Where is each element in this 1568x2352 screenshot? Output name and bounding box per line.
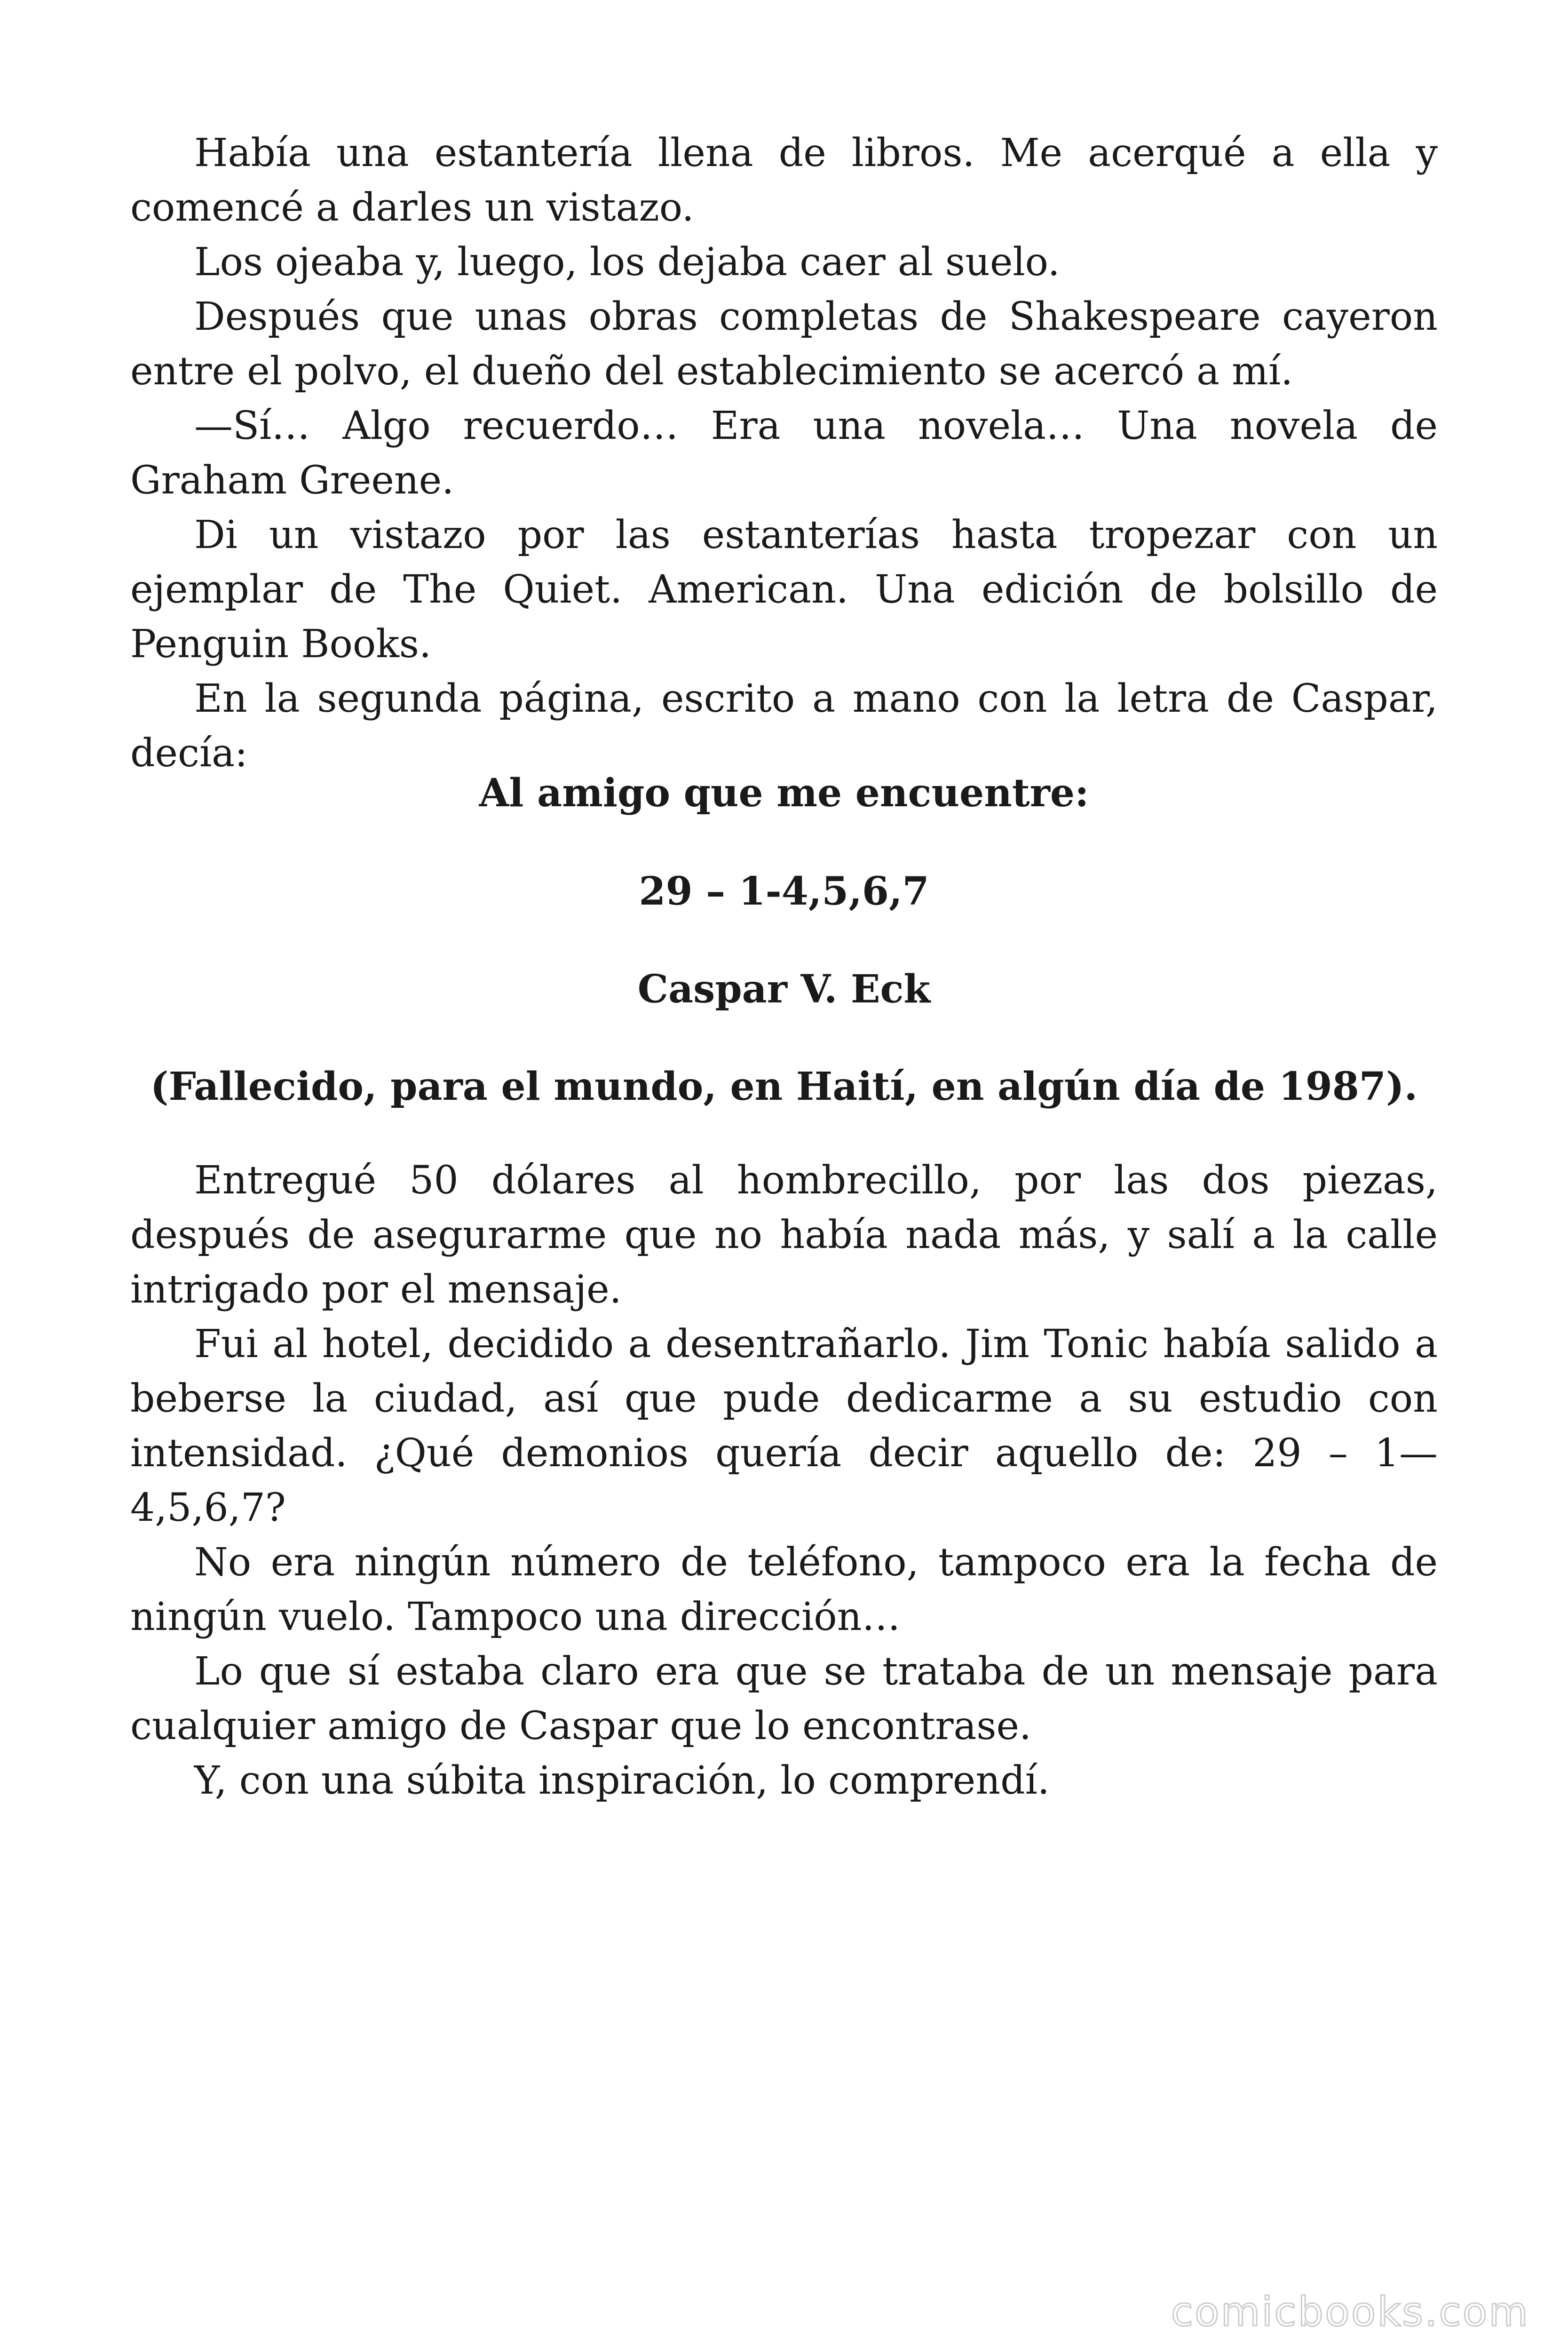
watermark: comicbooks.com xyxy=(1171,2288,1529,2336)
paragraph: Había una estantería llena de libros. Me acerqué a ella y comencé a darles un vistazo. xyxy=(130,131,1438,230)
paragraph: Después que unas obras completas de Shakespeare cayeron entre el polvo, el dueño del establecimiento se acercó a mí. xyxy=(130,294,1438,394)
paragraph: Los ojeaba y, luego, los dejaba caer al suelo. xyxy=(194,240,1060,285)
text-block-top xyxy=(130,126,1438,781)
inscription-dedication: Al amigo que me encuentre: xyxy=(479,771,1089,816)
paragraph: Fui al hotel, decidido a desentrañarlo. Jim Tonic había salido a beberse la ciudad, así que pude dedicarme a su estudio con intensidad. ¿Qué demonios quería decir aquello de: 29 – 1—4,5,6,7? xyxy=(130,1322,1438,1530)
paragraph: Lo que sí estaba claro era que se trataba de un mensaje para cualquier amigo de Caspar que lo encontrase. xyxy=(130,1649,1438,1748)
inscription-note: (Fallecido, para el mundo, en Haití, en algún día de 1987). xyxy=(150,1064,1418,1109)
inscription-code: 29 – 1-4,5,6,7 xyxy=(639,869,929,914)
inscription-signature: Caspar V. Eck xyxy=(637,967,931,1012)
paragraph: —Sí… Algo recuerdo… Era una novela… Una novela de Graham Greene. xyxy=(130,404,1438,503)
paragraph: Entregué 50 dólares al hombrecillo, por las dos piezas, después de asegurarme que no había nada más, y salí a la calle intrigado por el mensaje. xyxy=(130,1158,1438,1312)
paragraph: Y, con una súbita inspiración, lo comprendí. xyxy=(194,1758,1050,1803)
paragraph: En la segunda página, escrito a mano con la letra de Caspar, decía: xyxy=(130,676,1438,776)
paragraph: Di un vistazo por las estanterías hasta tropezar con un ejemplar de The Quiet. American. Una edición de bolsillo de Penguin Books. xyxy=(130,513,1438,667)
text-block-bottom xyxy=(130,1153,1438,1808)
paragraph: No era ningún número de teléfono, tampoco era la fecha de ningún vuelo. Tampoco una dirección… xyxy=(130,1540,1438,1639)
